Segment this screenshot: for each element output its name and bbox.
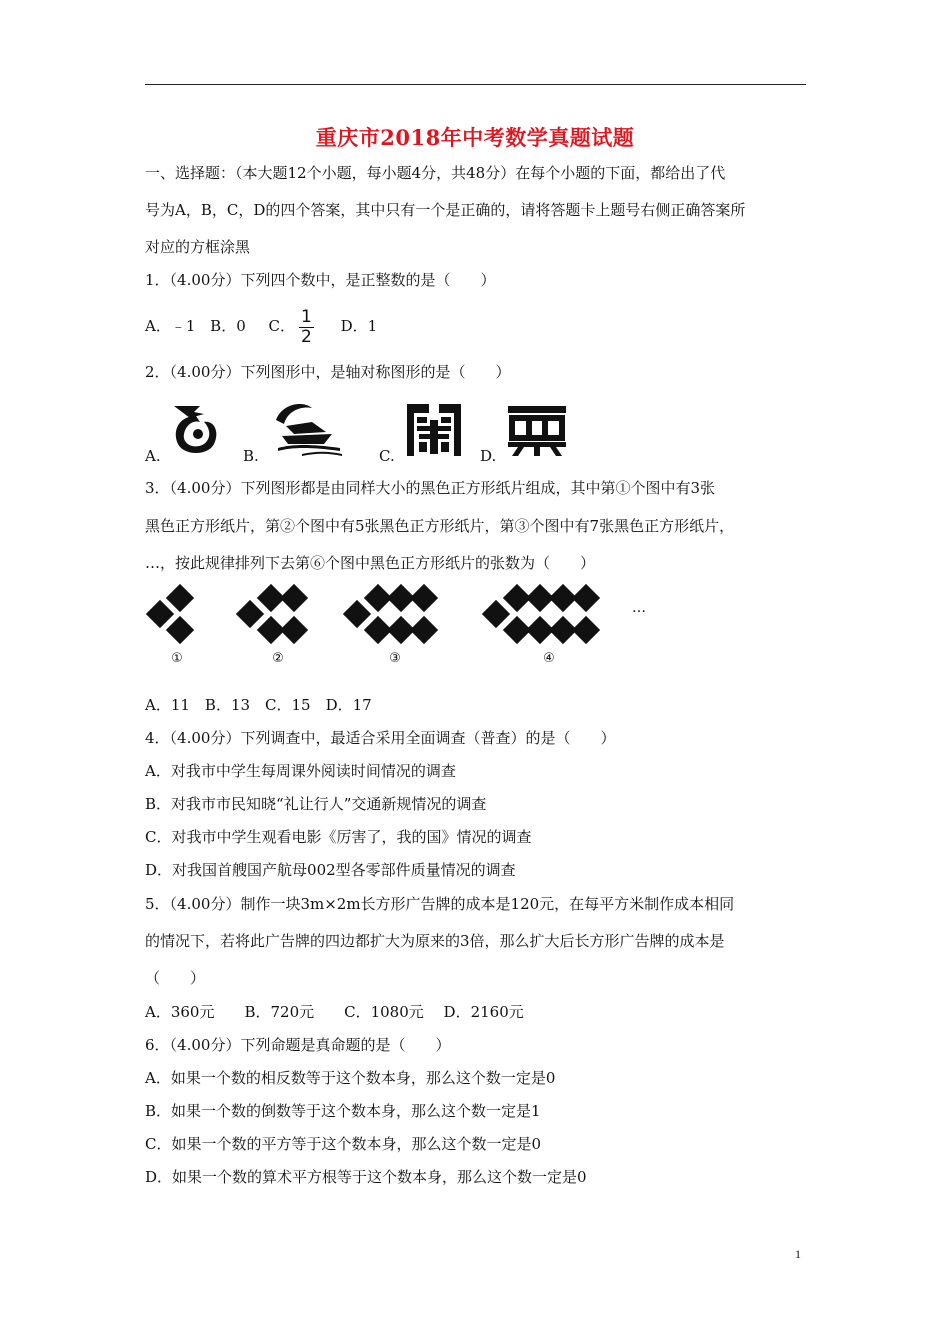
q1-option-d: D．1 [340, 317, 378, 335]
q1-option-a: A．﹣1 [145, 317, 196, 335]
section-intro-line-3: 对应的方框涂黑 [145, 238, 251, 256]
q2-option-c-label: C. [379, 447, 395, 465]
q3-options: A．11 B．13 C．15 D．17 [145, 696, 372, 714]
figure-label-3: ③ [389, 651, 401, 666]
q4-option-b: B．对我市市民知晓“礼让行人”交通新规情况的调查 [145, 795, 487, 813]
q1-options [145, 306, 377, 347]
page-number: 1 [795, 1247, 801, 1261]
q2-option-b-label: B. [243, 447, 259, 465]
fraction-denominator: 2 [301, 326, 312, 347]
pattern-ellipsis: … [632, 600, 646, 616]
q4-option-d: D．对我国首艘国产航母002型各零部件质量情况的调查 [145, 861, 516, 879]
section-intro-line-2: 号为A，B，C，D的四个答案，其中只有一个是正确的，请将答题卡上题号右侧正确答案所 [145, 201, 746, 219]
q6-stem: 6．（4.00分）下列命题是真命题的是（ ） [145, 1036, 451, 1054]
ancient-character-icon [506, 404, 568, 456]
q3-stem-line-2: 黑色正方形纸片，第②个图中有5张黑色正方形纸片，第③个图中有7张黑色正方形纸片， [145, 517, 735, 535]
q1-option-c: C． [268, 317, 296, 335]
fraction-one-half [299, 308, 314, 347]
square-pattern-figures [140, 582, 640, 644]
q6-option-c: C．如果一个数的平方等于这个数本身，那么这个数一定是0 [145, 1135, 542, 1153]
q6-option-d: D．如果一个数的算术平方根等于这个数本身，那么这个数一定是0 [145, 1168, 587, 1186]
q4-option-c: C．对我市中学生观看电影《厉害了，我的国》情况的调查 [145, 828, 532, 846]
figure-label-4: ④ [543, 651, 555, 666]
pattern-figure-2 [236, 584, 308, 644]
figure-label-2: ② [272, 651, 284, 666]
q6-option-a: A．如果一个数的相反数等于这个数本身，那么这个数一定是0 [145, 1069, 556, 1087]
pattern-figure-1 [146, 584, 194, 644]
fraction-numerator: 1 [301, 306, 312, 327]
q5-stem-line-2: 的情况下，若将此广告牌的四边都扩大为原来的3倍，那么扩大后长方形广告牌的成本是 [145, 932, 725, 950]
q2-option-d-label: D. [480, 447, 497, 465]
pattern-figure-4 [482, 584, 600, 644]
q2-stem: 2．（4.00分）下列图形中，是轴对称图形的是（ ） [145, 363, 511, 381]
q5-options: A．360元 B．720元 C．1080元 D．2160元 [145, 1003, 524, 1021]
ship-logo-icon [272, 400, 344, 458]
q1-stem: 1．（4.00分）下列四个数中，是正整数的是（ ） [145, 271, 496, 289]
q5-stem-line-1: 5．（4.00分）制作一块3m×2m长方形广告牌的成本是120元，在每平方米制作成本相同 [145, 895, 735, 913]
swirl-logo-icon [170, 402, 222, 456]
figure-label-1: ① [171, 651, 183, 666]
q2-option-a-label: A. [145, 447, 161, 465]
q1-option-b: B．0 [210, 317, 246, 335]
q3-stem-line-3: …，按此规律排列下去第⑥个图中黑色正方形纸片的张数为（ ） [145, 554, 596, 572]
gate-character-icon [405, 402, 463, 457]
q3-stem-line-1: 3．（4.00分）下列图形都是由同样大小的黑色正方形纸片组成，其中第①个图中有3张 [145, 479, 715, 497]
header-rule [145, 84, 806, 85]
q4-stem: 4．（4.00分）下列调查中，最适合采用全面调查（普查）的是（ ） [145, 729, 616, 747]
q6-option-b: B．如果一个数的倒数等于这个数本身，那么这个数一定是1 [145, 1102, 541, 1120]
q5-stem-line-3: （ ） [145, 969, 206, 987]
q4-option-a: A．对我市中学生每周课外阅读时间情况的调查 [145, 762, 456, 780]
pattern-figure-3 [343, 584, 438, 644]
page-title: 重庆市2018年中考数学真题试题 [315, 125, 635, 150]
section-intro-line-1: 一、选择题：（本大题12个小题，每小题4分，共48分）在每个小题的下面，都给出了代 [145, 164, 726, 182]
